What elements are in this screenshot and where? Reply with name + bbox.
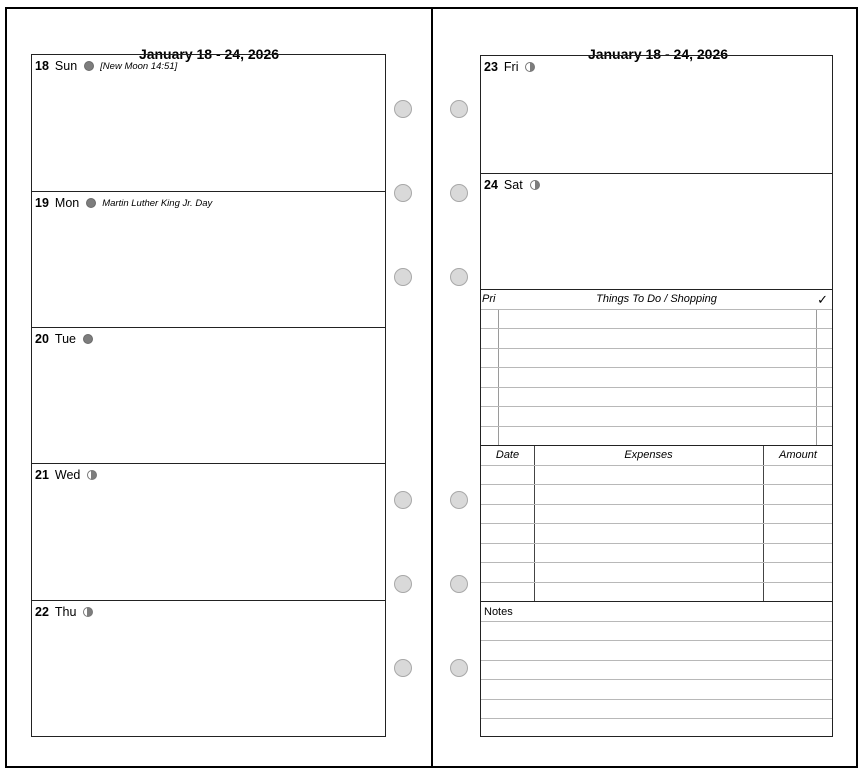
binder-hole — [450, 575, 468, 593]
expense-line[interactable] — [481, 543, 832, 544]
day-name: Wed — [54, 468, 81, 482]
notes-line[interactable] — [481, 718, 832, 719]
day-number: 21 — [35, 468, 49, 482]
todo-line[interactable] — [481, 406, 832, 407]
notes-line[interactable] — [481, 699, 832, 700]
day-name: Sun — [54, 59, 78, 73]
day-note: Martin Luther King Jr. Day — [102, 198, 213, 209]
day-number: 20 — [35, 332, 49, 346]
day-name: Tue — [54, 332, 76, 346]
left-day-grid — [31, 54, 386, 737]
binder-hole — [450, 184, 468, 202]
waxing-crescent-moon-icon — [87, 470, 97, 480]
notes-line[interactable] — [481, 640, 832, 641]
day-number: 24 — [484, 178, 498, 192]
page-title-left: January 18 - 24, 2026 — [138, 46, 280, 62]
todo-line[interactable] — [481, 367, 832, 368]
notes-line[interactable] — [481, 679, 832, 680]
expenses-title: Expenses — [624, 449, 673, 461]
day-name: Mon — [54, 196, 80, 210]
todo-line[interactable] — [481, 348, 832, 349]
day-number: 19 — [35, 196, 49, 210]
todo-line[interactable] — [481, 426, 832, 427]
notes-line[interactable] — [481, 660, 832, 661]
binder-hole — [394, 491, 412, 509]
expense-line[interactable] — [481, 562, 832, 563]
left-page — [5, 7, 433, 768]
expenses-date-header: Date — [495, 449, 520, 461]
expense-line[interactable] — [481, 484, 832, 485]
page-title-right: January 18 - 24, 2026 — [587, 46, 729, 62]
expenses-amount-header: Amount — [779, 449, 817, 461]
day-block-sun[interactable] — [32, 55, 385, 191]
day-number: 23 — [484, 60, 498, 74]
right-grid — [480, 55, 833, 737]
notes-line[interactable] — [481, 621, 832, 622]
waxing-crescent-moon-icon — [86, 198, 96, 208]
todo-line[interactable] — [481, 387, 832, 388]
binder-hole — [450, 491, 468, 509]
todo-line[interactable] — [481, 328, 832, 329]
expense-line[interactable] — [481, 582, 832, 583]
notes-section — [481, 601, 832, 736]
waxing-crescent-moon-icon — [83, 607, 93, 617]
day-block-thu[interactable] — [32, 600, 385, 736]
todo-priority-divider — [498, 309, 499, 445]
check-header: ✓ — [817, 292, 828, 307]
day-number: 18 — [35, 59, 49, 73]
day-block-wed[interactable] — [32, 463, 385, 600]
expense-line[interactable] — [481, 465, 832, 466]
binder-hole — [394, 659, 412, 677]
binder-hole — [450, 100, 468, 118]
binder-hole — [394, 100, 412, 118]
day-block-mon[interactable] — [32, 191, 385, 327]
binder-hole — [394, 184, 412, 202]
binder-hole — [450, 268, 468, 286]
new-moon-icon — [84, 61, 94, 71]
todo-check-divider — [816, 309, 817, 445]
day-name: Fri — [503, 60, 519, 74]
right-page — [431, 7, 858, 768]
day-number: 22 — [35, 605, 49, 619]
todo-title: Things To Do / Shopping — [596, 293, 717, 305]
binder-hole — [394, 268, 412, 286]
binder-hole — [394, 575, 412, 593]
day-block-tue[interactable] — [32, 327, 385, 463]
day-name: Thu — [54, 605, 77, 619]
day-note: [New Moon 14:51] — [100, 61, 178, 72]
first-quarter-moon-icon — [530, 180, 540, 190]
todo-priority-header: Pri — [482, 293, 496, 305]
binder-hole — [450, 659, 468, 677]
expense-line[interactable] — [481, 504, 832, 505]
day-name: Sat — [503, 178, 523, 192]
todo-line[interactable] — [481, 309, 832, 310]
expenses-section — [481, 445, 832, 601]
waxing-crescent-moon-icon — [83, 334, 93, 344]
day-block-fri[interactable] — [481, 56, 832, 173]
notes-title: Notes — [484, 606, 513, 618]
expense-line[interactable] — [481, 523, 832, 524]
day-block-sat[interactable] — [481, 173, 832, 289]
todo-section — [481, 289, 832, 445]
first-quarter-moon-icon — [525, 62, 535, 72]
